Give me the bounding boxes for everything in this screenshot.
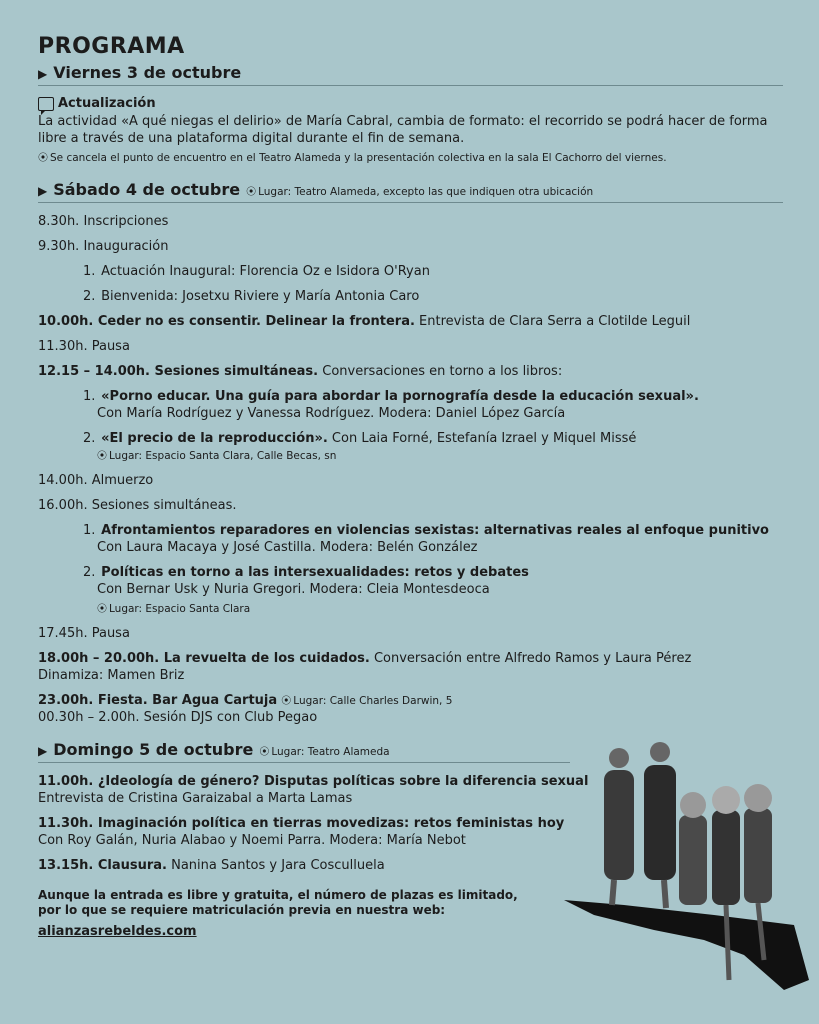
location-pin-icon: ⦿ — [246, 187, 257, 198]
item-detail: Nanina Santos y Jara Cosculluela — [166, 858, 385, 873]
schedule-item: 16.00h. Sesiones simultáneas. — [38, 498, 237, 513]
item-detail: Entrevista de Clara Serra a Clotilde Leguil — [414, 314, 691, 329]
location-text: Lugar: Espacio Santa Clara, Calle Becas, sn — [109, 450, 337, 462]
item-title: 12.15 – 14.00h. Sesiones simultáneas. — [38, 364, 319, 379]
item-location — [281, 695, 452, 707]
sub-num: 2. — [83, 565, 96, 580]
schedule-item: 8.30h. Inscripciones — [38, 214, 169, 229]
schedule-item: 17.45h. Pausa — [38, 626, 130, 641]
location-text: Lugar: Espacio Santa Clara — [109, 603, 251, 615]
update-heading-text: Actualización — [58, 96, 156, 111]
sub-location — [97, 602, 783, 617]
sub-item — [83, 522, 783, 556]
update-text: La actividad «A qué niegas el delirio» de María Cabral, cambia de formato: el recorrido se podrá hacer de forma libre a través de una plataforma digital durante el fin de semana. — [38, 114, 768, 146]
day-header-friday — [38, 63, 783, 86]
location-text: Lugar: Teatro Alameda — [271, 746, 390, 758]
item-detail: Entrevista de Cristina Garaizabal a Marta Lamas — [38, 791, 353, 806]
schedule-item-line: Dinamiza: Mamen Briz — [38, 668, 185, 683]
sub-item — [83, 388, 783, 422]
location-text: Lugar: Calle Charles Darwin, 5 — [293, 695, 453, 707]
location-pin-icon: ⦿ — [38, 153, 48, 164]
schedule-item — [38, 313, 783, 330]
sub-detail: Con María Rodríguez y Vanessa Rodríguez. Modera: Daniel López García — [97, 406, 566, 421]
sub-item — [83, 288, 783, 305]
day-location — [246, 183, 593, 198]
day-title: Sábado 4 de octubre — [53, 180, 241, 199]
location-pin-icon: ⦿ — [281, 696, 292, 707]
item-title: 23.00h. Fiesta. Bar Agua Cartuja — [38, 693, 278, 708]
day-title: Domingo 5 de octubre — [53, 740, 254, 759]
item-title: 13.15h. Clausura. — [38, 858, 167, 873]
sub-detail: Con Bernar Usk y Nuria Gregori. Modera: Cleia Montesdeoca — [97, 582, 490, 597]
footer-line: por lo que se requiere matriculación previa en nuestra web: — [38, 903, 446, 917]
schedule-item: 14.00h. Almuerzo — [38, 473, 154, 488]
item-title: 11.00h. ¿Ideología de género? Disputas políticas sobre la diferencia sexual — [38, 774, 589, 789]
footer-line: Aunque la entrada es libre y gratuita, el número de plazas es limitado, — [38, 888, 518, 902]
sub-location — [97, 449, 783, 464]
location-pin-icon: ⦿ — [97, 604, 107, 615]
update-note-text: Se cancela el punto de encuentro en el Teatro Alameda y la presentación colectiva en la sala El Cachorro del viernes. — [50, 152, 667, 164]
sub-title: «El precio de la reproducción». — [101, 431, 328, 446]
schedule-item: 11.30h. Pausa — [38, 339, 130, 354]
schedule-item: 9.30h. Inauguración — [38, 239, 169, 254]
sub-title: Políticas en torno a las intersexualidades: retos y debates — [101, 565, 529, 580]
sub-item — [83, 564, 783, 617]
schedule-item — [38, 692, 783, 709]
sub-detail: Con Laia Forné, Estefanía Izrael y Miquel Missé — [327, 431, 637, 446]
item-detail: Conversaciones en torno a los libros: — [318, 364, 563, 379]
triangle-icon: ▶ — [38, 67, 48, 81]
triangle-icon: ▶ — [38, 744, 48, 758]
schedule-item-line: 00.30h – 2.00h. Sesión DJS con Club Pegao — [38, 710, 318, 725]
location-text: Lugar: Teatro Alameda, excepto las que indiquen otra ubicación — [258, 186, 594, 198]
item-title: 10.00h. Ceder no es consentir. Delinear la frontera. — [38, 314, 415, 329]
sub-num: 2. — [83, 431, 96, 446]
item-detail: Con Roy Galán, Nuria Alabao y Noemi Parra. Modera: María Nebot — [38, 833, 466, 848]
speech-bubble-icon — [38, 97, 54, 111]
schedule-item — [38, 650, 783, 667]
day-header-sunday — [38, 740, 570, 763]
triangle-icon: ▶ — [38, 184, 48, 198]
day-header-saturday — [38, 180, 783, 203]
update-heading — [38, 96, 783, 111]
sub-title: Afrontamientos reparadores en violencias sexistas: alternativas reales al enfoque punitivo — [101, 523, 769, 538]
page-title: PROGRAMA — [38, 34, 185, 59]
item-title: 11.30h. Imaginación política en tierras movedizas: retos feministas hoy — [38, 816, 565, 831]
sub-text: Actuación Inaugural: Florencia Oz e Isidora O'Ryan — [101, 264, 430, 279]
sub-num: 2. — [83, 289, 96, 304]
sub-detail: Con Laura Macaya y José Castilla. Modera: Belén González — [97, 540, 478, 555]
day-title: Viernes 3 de octubre — [53, 63, 242, 82]
sub-num: 1. — [83, 264, 96, 279]
update-note — [38, 151, 783, 166]
schedule-item — [38, 363, 783, 380]
sub-num: 1. — [83, 523, 96, 538]
day-location — [259, 743, 389, 758]
location-pin-icon: ⦿ — [97, 451, 107, 462]
sub-text: Bienvenida: Josetxu Riviere y María Antonia Caro — [101, 289, 420, 304]
website-link[interactable]: alianzasrebeldes.com — [38, 924, 197, 939]
sub-item — [83, 263, 783, 280]
sub-title: «Porno educar. Una guía para abordar la pornografía desde la educación sexual». — [101, 389, 699, 404]
item-detail: Conversación entre Alfredo Ramos y Laura Pérez — [369, 651, 692, 666]
sub-item — [83, 430, 783, 464]
vintage-bathers-illustration — [554, 740, 809, 1000]
sub-num: 1. — [83, 389, 96, 404]
location-pin-icon: ⦿ — [259, 747, 270, 758]
item-title: 18.00h – 20.00h. La revuelta de los cuidados. — [38, 651, 370, 666]
